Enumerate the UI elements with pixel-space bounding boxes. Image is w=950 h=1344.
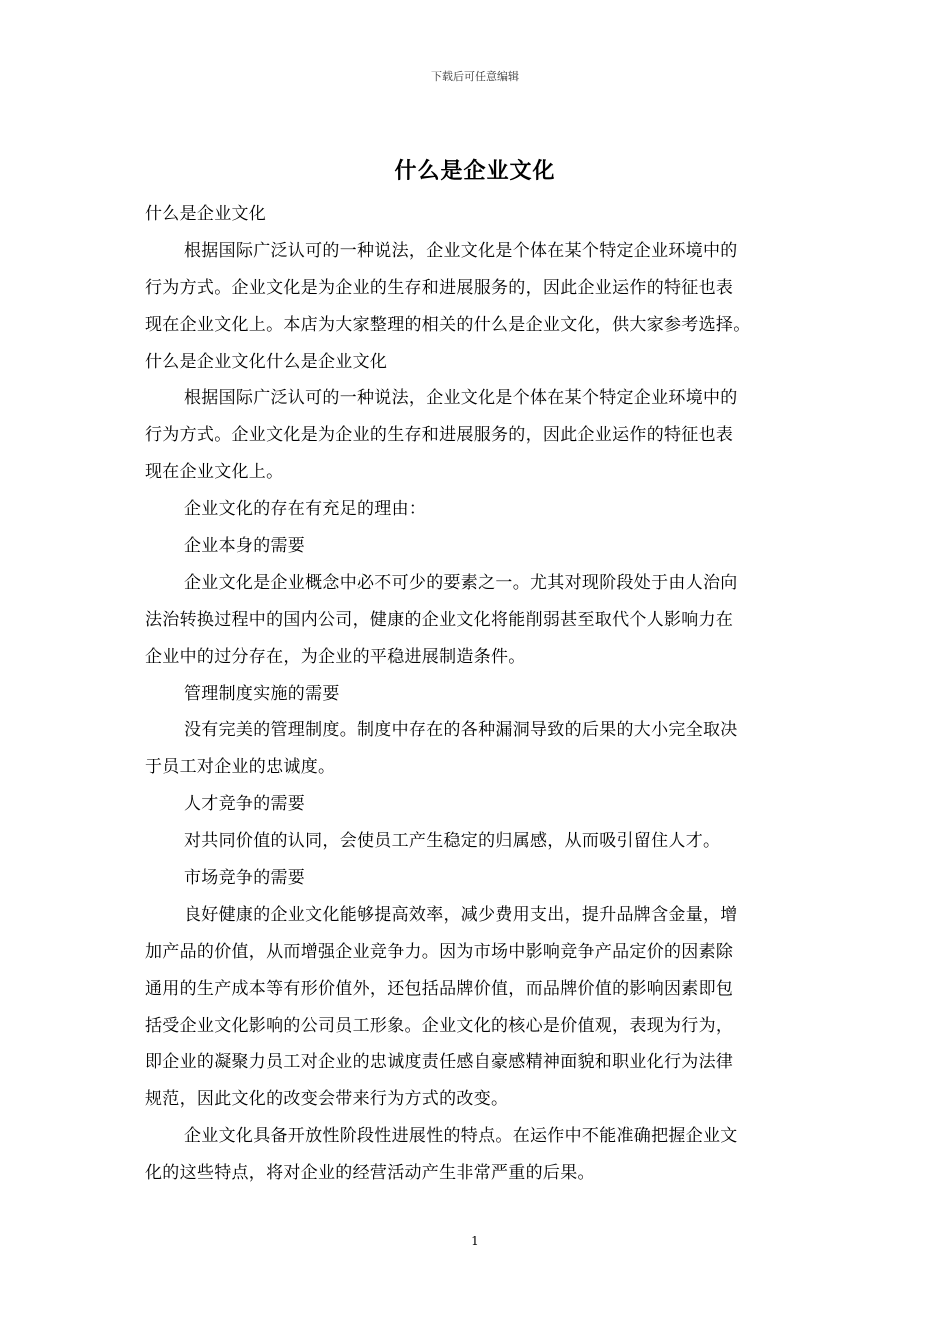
body-line: 于员工对企业的忠诚度。 (145, 757, 336, 778)
body-line: 规范，因此文化的改变会带来行为方式的改变。 (145, 1089, 509, 1110)
body-line: 加产品的价值，从而增强企业竞争力。因为市场中影响竞争产品定价的因素除 (145, 941, 734, 962)
body-line: 通用的生产成本等有形价值外，还包括品牌价值，而品牌价值的影响因素即包 (145, 978, 734, 999)
body-line: 企业本身的需要 (184, 536, 306, 557)
body-line: 现在企业文化上。本店为大家整理的相关的什么是企业文化，供大家参考选择。 (145, 314, 751, 335)
body-line: 对共同价值的认同，会使员工产生稳定的归属感，从而吸引留住人才。 (184, 831, 721, 852)
body-line: 管理制度实施的需要 (184, 683, 340, 704)
header-note: 下载后可任意编辑 (431, 70, 519, 83)
body-line: 人才竞争的需要 (184, 794, 306, 815)
document-title: 什么是企业文化 (394, 158, 556, 184)
body-line: 良好健康的企业文化能够提高效率，减少费用支出，提升品牌含金量，增 (184, 904, 738, 925)
body-line: 企业中的过分存在，为企业的平稳进展制造条件。 (145, 646, 526, 667)
body-line: 化的这些特点，将对企业的经营活动产生非常严重的后果。 (145, 1163, 595, 1184)
body-line: 括受企业文化影响的公司员工形象。企业文化的核心是价值观，表现为行为， (145, 1015, 734, 1036)
body-line: 根据国际广泛认可的一种说法，企业文化是个体在某个特定企业环境中的 (184, 240, 738, 261)
body-line: 没有完美的管理制度。制度中存在的各种漏洞导致的后果的大小完全取决 (184, 720, 738, 741)
body-line: 企业文化是企业概念中必不可少的要素之一。尤其对现阶段处于由人治向 (184, 572, 738, 593)
body-line: 根据国际广泛认可的一种说法，企业文化是个体在某个特定企业环境中的 (184, 388, 738, 409)
body-line: 企业文化具备开放性阶段性进展性的特点。在运作中不能准确把握企业文 (184, 1126, 738, 1147)
body-line: 行为方式。企业文化是为企业的生存和进展服务的，因此企业运作的特征也表 (145, 277, 734, 298)
page-number: 1 (471, 1234, 479, 1248)
body-line: 现在企业文化上。 (145, 462, 284, 483)
body-line: 即企业的凝聚力员工对企业的忠诚度责任感自豪感精神面貌和职业化行为法律 (145, 1052, 734, 1073)
body-line: 法治转换过程中的国内公司，健康的企业文化将能削弱甚至取代个人影响力在 (145, 609, 734, 630)
body-line: 企业文化的存在有充足的理由： (184, 499, 427, 520)
body-line: 什么是企业文化 (145, 204, 267, 224)
body-line: 什么是企业文化什么是企业文化 (145, 351, 388, 372)
body-line: 市场竞争的需要 (184, 868, 306, 889)
document-body (145, 196, 815, 1192)
body-line: 行为方式。企业文化是为企业的生存和进展服务的，因此企业运作的特征也表 (145, 425, 734, 446)
